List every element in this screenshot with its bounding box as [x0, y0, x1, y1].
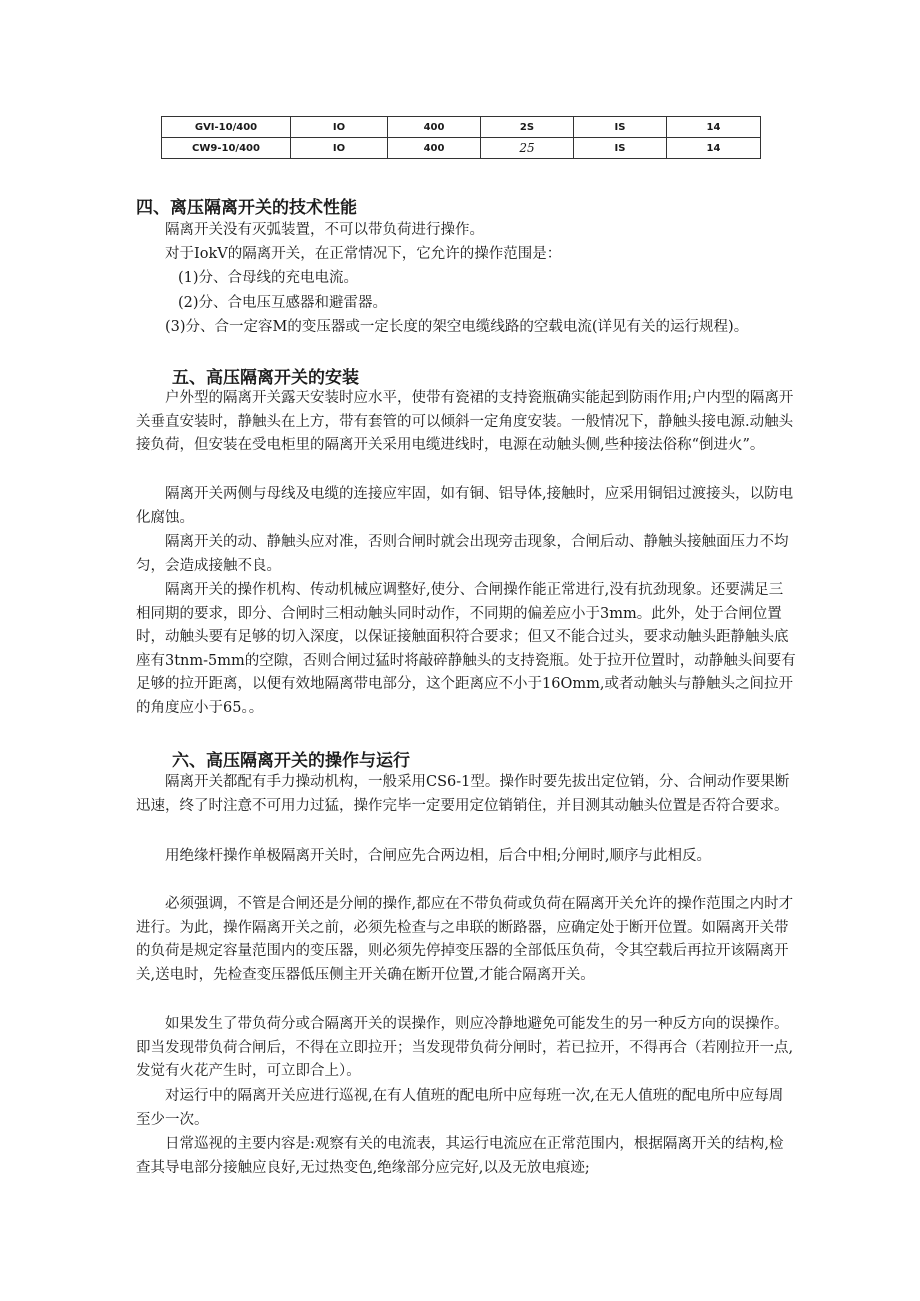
table-cell: IS [574, 138, 667, 159]
table-cell: IS [574, 117, 667, 138]
paragraph: 隔离开关的动、静触头应对准，否则合闸时就会出现旁击现象，合闸后动、静触头接触面压力不均匀，会造成接触不良。 [136, 534, 789, 574]
table-row [162, 117, 761, 138]
table-cell: CW9-10/400 [162, 138, 291, 159]
table-cell: IO [291, 117, 388, 138]
section-heading: 五、高压隔离开关的安装 [172, 368, 359, 388]
paragraph: 对于IokV的隔离开关，在正常情况下，它允许的操作范围是： [165, 246, 562, 262]
table-cell: 14 [667, 117, 761, 138]
paragraph: 用绝缘杆操作单极隔离开关时，合闸应先合两边相，后合中相;分闸时,顺序与此相反。 [165, 848, 711, 864]
list-item: (3)分、合一定容M的变压器或一定长度的架空电缆线路的空载电流(详见有关的运行规程)。 [165, 319, 749, 335]
paragraph: 隔离开关两侧与母线及电缆的连接应牢固，如有铜、铝导体,接触时，应采用铜铝过渡接头，以防电化腐蚀。 [136, 486, 794, 526]
paragraph: 日常巡视的主要内容是:观察有关的电流表，其运行电流应在正常范围内，根据隔离开关的结构,检查其导电部分接触应良好,无过热变色,绝缘部分应完好,以及无放电痕迹; [136, 1136, 784, 1176]
table-cell: IO [291, 138, 388, 159]
section-heading: 六、高压隔离开关的操作与运行 [172, 751, 410, 771]
list-item: (2)分、合电压互感器和避雷器。 [178, 295, 388, 311]
paragraph: 对运行中的隔离开关应进行巡视,在有人值班的配电所中应每班一次,在无人值班的配电所中应每周至少一次。 [136, 1088, 784, 1128]
paragraph: 隔离开关的操作机构、传动机械应调整好,使分、合闸操作能正常进行,没有抗劲现象。还要满足三相同期的要求，即分、合闸时三相动触头同时动作，不同期的偏差应小于3mm。此外，处于合闸位置时，动触头要有足够的切入深度，以保证接触面积符合要求；但又不能合过头，要求动触头距静触头底座有3tnm-5mm的空隙，否则合闸过猛时将敲碎静触头的支持瓷瓶。处于拉开位置时，动静触头间要有足够的拉开距离，以便有效地隔离带电部分，这个距离应不小于16Omm,或者动触头与静触头之间拉开的角度应小于65。。 [136, 582, 796, 716]
table-cell: 25 [481, 138, 574, 159]
table-cell: 400 [388, 138, 481, 159]
paragraph: 隔离开关没有灭弧装置，不可以带负荷进行操作。 [165, 222, 484, 238]
table-row [162, 138, 761, 159]
list-item: (1)分、合母线的充电电流。 [178, 270, 359, 286]
spec-table [161, 116, 761, 159]
table-cell: 2S [481, 117, 574, 138]
table-cell: 14 [667, 138, 761, 159]
section-heading: 四、离压隔离开关的技术性能 [136, 198, 357, 218]
paragraph: 必须强调，不管是合闸还是分闸的操作,都应在不带负荷或负荷在隔离开关允许的操作范围之内时才进行。为此，操作隔离开关之前，必须先检查与之串联的断路器，应确定处于断开位置。如隔离开关带的负荷是规定容量范围内的变压器，则必须先停掉变压器的全部低压负荷，令其空载后再拉开该隔离开关,送电时，先检查变压器低压侧主开关确在断开位置,才能合隔离开关。 [136, 896, 794, 983]
table-cell: GVI-10/400 [162, 117, 291, 138]
paragraph: 如果发生了带负荷分或合隔离开关的误操作，则应冷静地避免可能发生的另一种反方向的误操作。即当发现带负荷合闸后，不得在立即拉开；当发现带负荷分闸时，若已拉开，不得再合（若刚拉开一点,发觉有火花产生时，可立即合上）。 [136, 1016, 794, 1079]
paragraph: 户外型的隔离开关露天安装时应水平，使带有瓷裙的支持瓷瓶确实能起到防雨作用;户内型的隔离开关垂直安装时，静触头在上方，带有套管的可以倾斜一定角度安装。一般情况下，静触头接电源.动触头接负荷，但安装在受电柜里的隔离开关采用电缆进线时，电源在动触头侧,些种接法俗称“倒进火”。 [136, 390, 794, 453]
paragraph: 隔离开关都配有手力操动机构，一般采用CS6-1型。操作时要先拔出定位销，分、合闸动作要果断迅速，终了时注意不可用力过猛，操作完毕一定要用定位销销住，并目测其动触头位置是否符合要求。 [136, 774, 790, 814]
table-cell: 400 [388, 117, 481, 138]
